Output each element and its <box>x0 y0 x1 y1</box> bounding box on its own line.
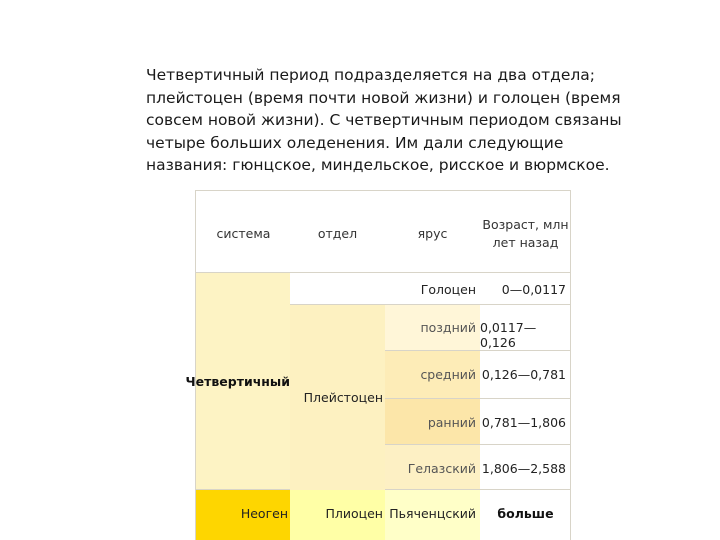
stage-holocene: Голоцен <box>420 282 476 297</box>
age-neogen-cell <box>480 490 571 540</box>
system-quaternary: Четвертичный <box>185 374 290 389</box>
age-early: 0,781—1,806 <box>481 415 566 430</box>
stage-late-cell <box>385 304 480 350</box>
system-quaternary-cell <box>185 272 290 490</box>
stage-middle-cell <box>385 350 480 398</box>
header-division: отдел <box>317 226 358 241</box>
age-late: 0,0117—0,126 <box>480 320 537 350</box>
age-late-cell <box>480 304 571 350</box>
intro-paragraph <box>146 64 622 177</box>
intro-line: Четвертичный период подразделяется на два отдела; <box>146 66 596 84</box>
stage-gelasian: Гелазский <box>407 461 476 476</box>
division-pliocene-cell <box>290 490 385 540</box>
age-holocene: 0—0,0117 <box>501 282 566 297</box>
division-pleistocene: Плейстоцен <box>303 390 383 405</box>
intro-line: совсем новой жизни). С четвертичным периодом связаны <box>146 111 622 129</box>
header-system-cell <box>195 190 290 272</box>
stratigraphy-table <box>185 190 571 540</box>
header-system: система <box>216 226 271 241</box>
age-gelasian-cell <box>480 444 571 490</box>
intro-line: четыре больших оледенения. Им дали следующие <box>146 133 564 152</box>
intro-line: плейстоцен (время почти новой жизни) и голоцен (время <box>146 88 621 107</box>
age-middle-cell <box>480 350 571 398</box>
system-neogen: Неоген <box>240 506 288 521</box>
age-middle: 0,126—0,781 <box>481 367 566 382</box>
stage-middle: средний <box>420 367 476 382</box>
holocene-cell <box>290 272 480 304</box>
age-holocene-cell <box>480 272 571 304</box>
header-stage: ярус <box>417 226 448 241</box>
stage-piacenzian-cell <box>385 490 480 540</box>
age-neogen: больше <box>497 506 554 521</box>
stage-early-cell <box>385 398 480 444</box>
header-division-cell <box>290 190 385 272</box>
intro-line: названия: гюнцское, миндельское, рисское и вюрмское. <box>146 156 610 174</box>
division-pleistocene-cell <box>290 304 385 490</box>
header-age-line2: лет назад <box>492 235 559 250</box>
stage-gelasian-cell <box>385 444 480 490</box>
age-early-cell <box>480 398 571 444</box>
age-gelasian: 1,806—2,588 <box>481 461 566 476</box>
header-age-line1: Возраст, млн <box>482 217 569 232</box>
stage-early: ранний <box>427 415 476 430</box>
header-age-cell <box>480 190 571 272</box>
system-neogen-cell <box>195 490 290 540</box>
stage-late: поздний <box>420 320 476 335</box>
stage-piacenzian: Пьяченцский <box>389 506 476 521</box>
division-pliocene: Плиоцен <box>325 506 383 521</box>
header-stage-cell <box>385 190 480 272</box>
